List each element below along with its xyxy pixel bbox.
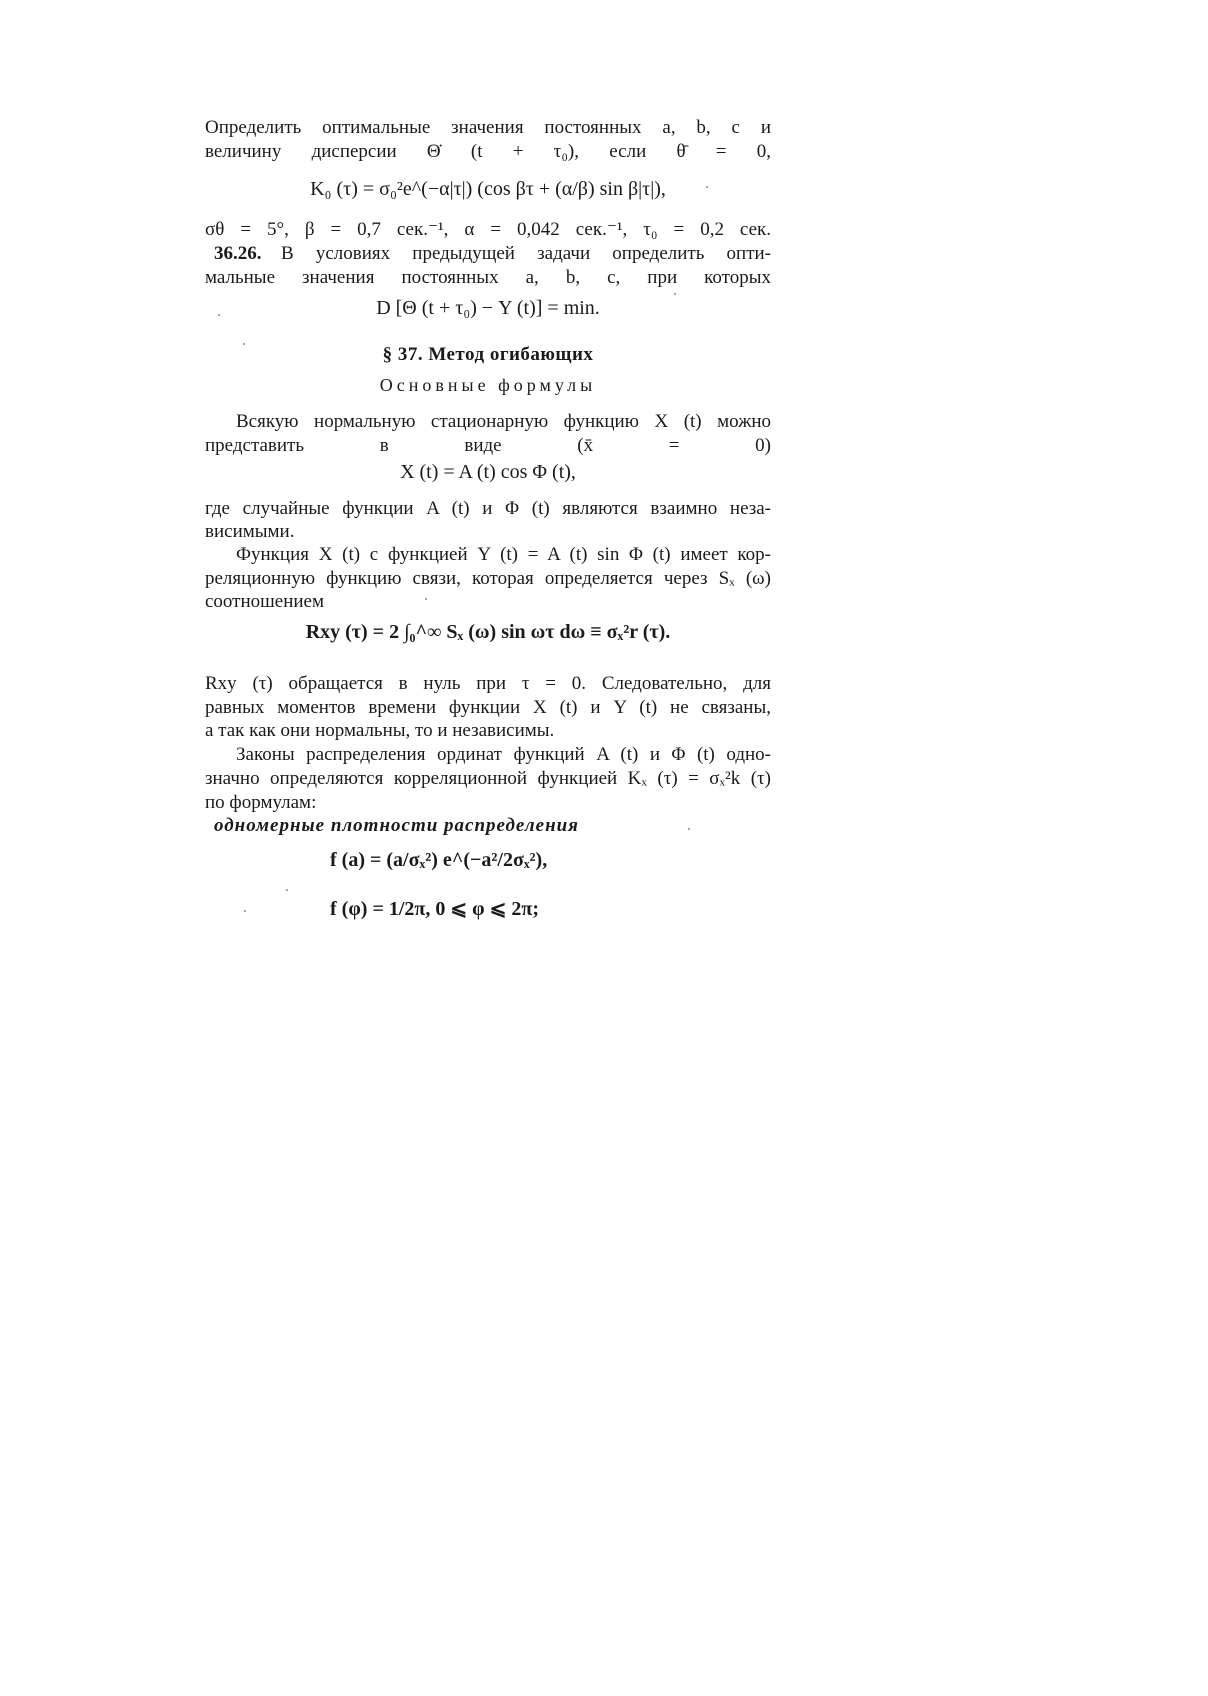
scan-speck	[688, 828, 690, 830]
formula-representation: X (t) = A (t) cos Φ (t),	[400, 461, 576, 483]
text-line: мальные значения постоянных a, b, c, при которых	[205, 267, 771, 288]
text-line: σθ = 5°, β = 0,7 сек.⁻¹, α = 0,042 сек.⁻¹, τ₀ = 0,2 сек.	[205, 219, 771, 240]
formula-min: D [Θ (t + τ₀) − Y (t)] = min.	[376, 297, 600, 319]
text-line: В условиях предыдущей задачи определить опти-	[281, 243, 771, 264]
scan-speck	[244, 910, 246, 912]
text-line: Всякую нормальную стационарную функцию X (t) можно	[236, 411, 771, 432]
scan-speck	[425, 598, 427, 600]
text-line: Rxy (τ) обращается в нуль при τ = 0. Следовательно, для	[205, 673, 771, 694]
text-line: где случайные функции A (t) и Φ (t) являются взаимно неза-	[205, 498, 771, 519]
scan-speck	[243, 343, 245, 345]
scan-speck	[674, 293, 676, 295]
italic-subheading: одномерные плотности распределения	[214, 815, 579, 836]
section-heading: § 37. Метод огибающих	[382, 344, 594, 365]
text-line: соотношением	[205, 591, 325, 612]
text-line: реляционную функцию связи, которая определяется через Sₓ (ω)	[205, 568, 771, 589]
scan-speck	[706, 186, 708, 188]
text-line: Функция X (t) с функцией Y (t) = A (t) sin Φ (t) имеет кор-	[236, 544, 771, 565]
formula-integral: Rxy (τ) = 2 ∫₀^∞ Sₓ (ω) sin ωτ dω ≡ σₓ²r (τ).	[305, 621, 671, 643]
text-line: равных моментов времени функции X (t) и Y (t) не связаны,	[205, 697, 771, 718]
text-line: представить в виде (x̄ = 0)	[205, 435, 771, 456]
text-line: величину дисперсии Θ̇ (t + τ₀), если θ̄ = 0,	[205, 141, 771, 162]
text-line: висимыми.	[205, 521, 295, 542]
formula-density-a: f (a) = (a/σₓ²) e^(−a²/2σₓ²),	[330, 849, 548, 871]
text-line: значно определяются корреляционной функцией Kₓ (τ) = σₓ²k (τ)	[205, 768, 771, 789]
text-line: по формулам:	[205, 792, 317, 813]
scan-speck	[286, 889, 288, 891]
text-line: Определить оптимальные значения постоянных a, b, c и	[205, 117, 771, 138]
text-line: а так как они нормальны, то и независимы.	[205, 720, 555, 741]
scan-speck	[218, 314, 220, 316]
text-line: Законы распределения ординат функций A (t) и Φ (t) одно-	[236, 744, 771, 765]
section-subheading: Основные формулы	[379, 375, 597, 395]
formula-density-phi: f (φ) = 1/2π, 0 ⩽ φ ⩽ 2π;	[330, 898, 539, 920]
problem-number: 36.26.	[214, 243, 262, 264]
formula-correlation: K₀ (τ) = σ₀²e^(−α|τ|) (cos βτ + (α/β) sin β|τ|),	[310, 178, 666, 200]
